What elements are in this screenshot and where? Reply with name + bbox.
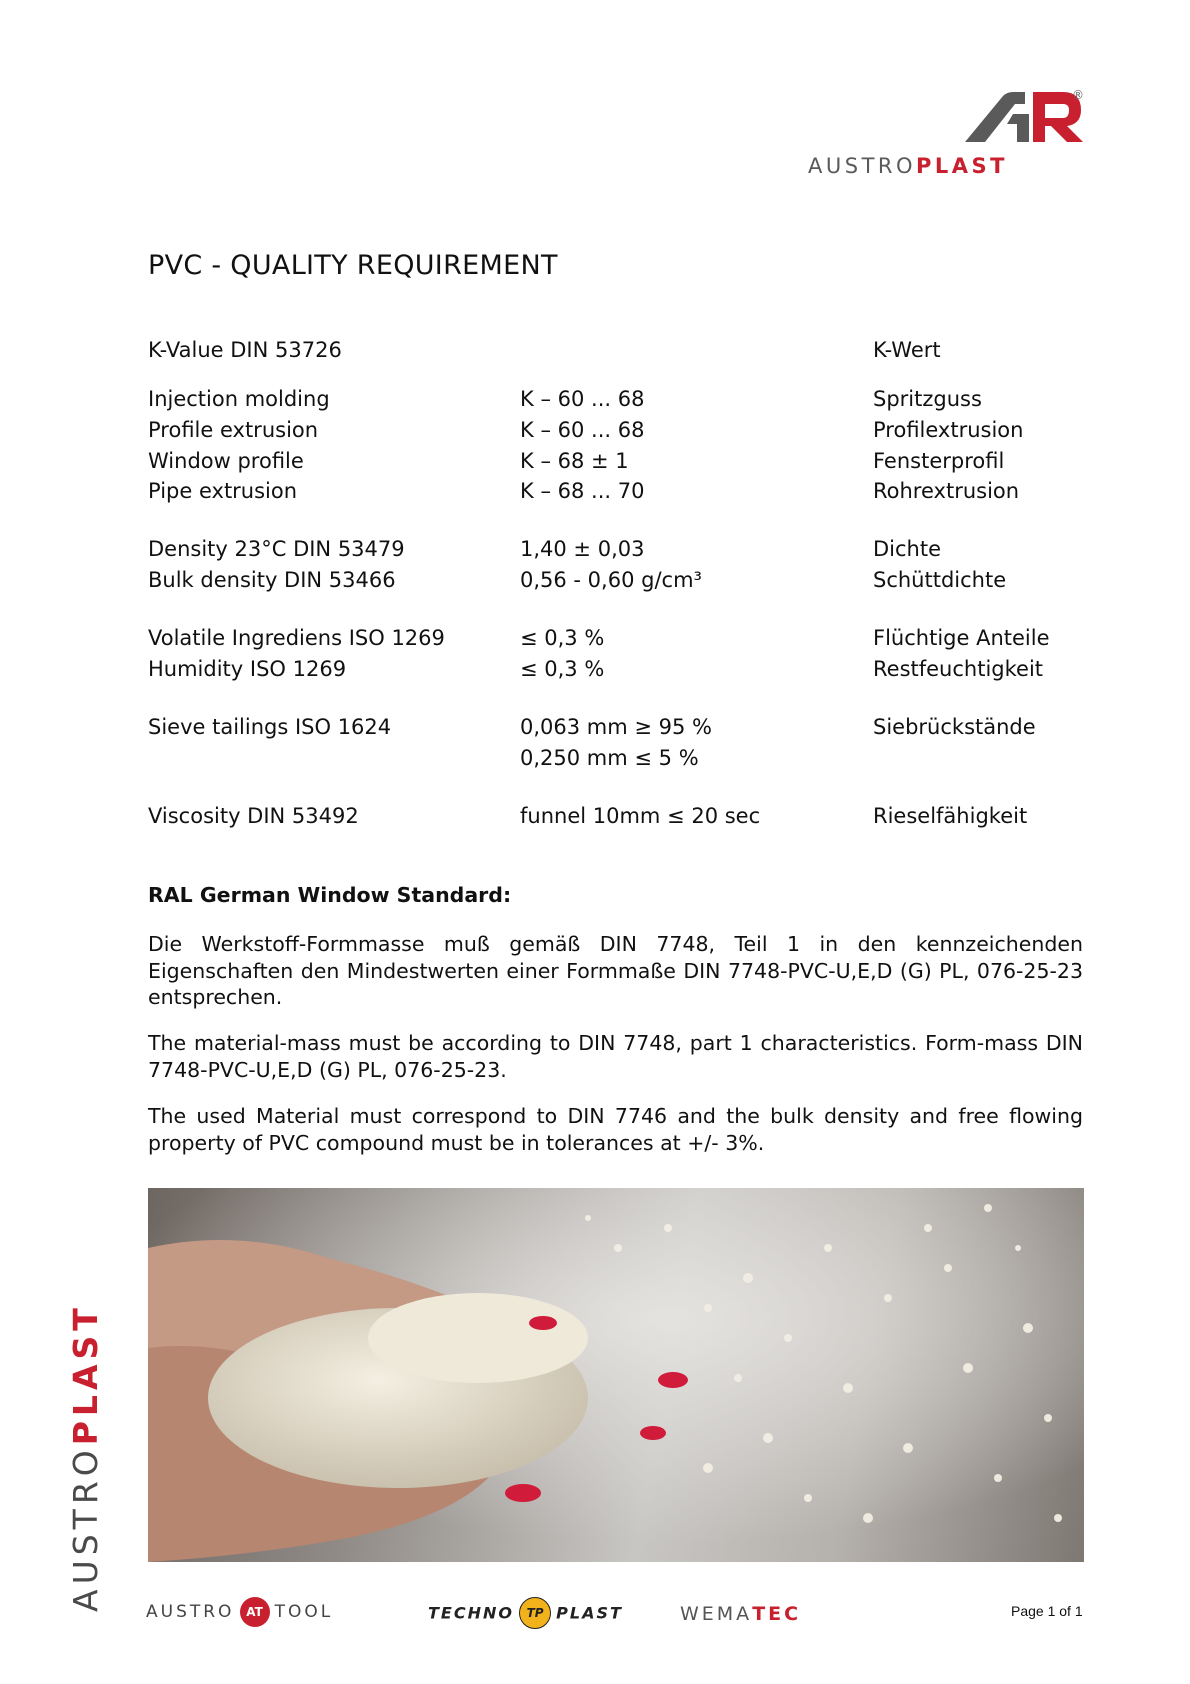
spec-value: 0,56 - 0,60 g/cm³ xyxy=(520,568,702,592)
spec-en: Bulk density DIN 53466 xyxy=(148,568,396,592)
spec-value: K – 68 ... 70 xyxy=(520,479,645,503)
austrotool-right: TOOL xyxy=(274,1602,334,1622)
spec-de: Spritzguss xyxy=(873,387,982,411)
spec-de: Profilextrusion xyxy=(873,418,1024,442)
spec-en: Injection molding xyxy=(148,387,330,411)
spec-value: 1,40 ± 0,03 xyxy=(520,537,645,561)
spec-value: ≤ 0,3 % xyxy=(520,657,605,681)
logo-part-plast: PLAST xyxy=(916,154,1008,178)
wematec-logo xyxy=(680,1597,801,1631)
technoplast-right: PLAST xyxy=(556,1603,623,1623)
spec-de: Schüttdichte xyxy=(873,568,1007,592)
austrotool-badge-icon: AT xyxy=(240,1597,270,1627)
spec-en: Window profile xyxy=(148,449,304,473)
spec-de: Siebrückstände xyxy=(873,715,1036,739)
spec-value: K – 60 ... 68 xyxy=(520,387,645,411)
spec-value: ≤ 0,3 % xyxy=(520,626,605,650)
spec-en: Pipe extrusion xyxy=(148,479,298,503)
ral-paragraph-de: Die Werkstoff-Formmasse muß gemäß DIN 7748, Teil 1 in den kennzeichenden Eigenschaften den Mindestwerten einer Formmaße DIN 7748-PVC-U,E,D (G) PL, 076-25-23 entsprechen. xyxy=(148,932,1083,1009)
spec-de: Fensterprofil xyxy=(873,449,1005,473)
technoplast-badge-icon: TP xyxy=(519,1597,551,1629)
spec-value: funnel 10mm ≤ 20 sec xyxy=(520,804,761,828)
spec-en: Volatile Ingrediens ISO 1269 xyxy=(148,626,445,650)
spec-value: K – 60 ... 68 xyxy=(520,418,645,442)
spec-en: Density 23°C DIN 53479 xyxy=(148,537,405,561)
spec-value: 0,063 mm ≥ 95 % xyxy=(520,715,713,739)
side-logo-plast: PLAST xyxy=(66,1303,105,1446)
spec-de: Restfeuchtigkeit xyxy=(873,657,1044,681)
kvalue-german: K-Wert xyxy=(873,338,941,362)
ral-heading: RAL German Window Standard: xyxy=(148,883,512,907)
spec-en: Humidity ISO 1269 xyxy=(148,657,347,681)
vertical-austroplast-logo xyxy=(66,1303,105,1612)
logo-wordmark xyxy=(808,154,1008,178)
page-title: PVC - QUALITY REQUIREMENT xyxy=(148,250,558,281)
spec-value: 0,250 mm ≤ 5 % xyxy=(520,746,699,770)
spec-de: Flüchtige Anteile xyxy=(873,626,1050,650)
austrotool-logo xyxy=(146,1597,333,1631)
spec-de: Dichte xyxy=(873,537,942,561)
logo-part-austro: AUSTRO xyxy=(808,154,917,178)
spec-de: Rohrextrusion xyxy=(873,479,1020,503)
wematec-right: TEC xyxy=(752,1603,802,1625)
kvalue-label: K-Value DIN 53726 xyxy=(148,338,342,362)
ral-paragraph-material: The used Material must correspond to DIN 7746 and the bulk density and free flowing property of PVC compound must be in tolerances at +/- 3%. xyxy=(148,1104,1083,1155)
spec-en: Viscosity DIN 53492 xyxy=(148,804,359,828)
hands-with-pellets-illustration xyxy=(148,1188,1084,1562)
technoplast-left: TECHNO xyxy=(428,1603,514,1623)
side-logo-austro: AUSTRO xyxy=(66,1445,105,1612)
ral-paragraph-en: The material-mass must be according to DIN 7748, part 1 characteristics. Form-mass DIN 7748-PVC-U,E,D (G) PL, 076-25-23. xyxy=(148,1031,1083,1082)
page-number: Page 1 of 1 xyxy=(1011,1603,1083,1619)
spec-en: Profile extrusion xyxy=(148,418,319,442)
technoplast-logo xyxy=(428,1597,623,1631)
austrotool-left: AUSTRO xyxy=(146,1602,235,1622)
spec-en: Sieve tailings ISO 1624 xyxy=(148,715,392,739)
spec-de: Rieselfähigkeit xyxy=(873,804,1028,828)
pvc-granulate-photo xyxy=(148,1188,1084,1562)
registered-mark: ® xyxy=(1072,88,1084,102)
austroplast-logo xyxy=(808,88,1084,184)
spec-value: K – 68 ± 1 xyxy=(520,449,629,473)
wematec-left: WEMA xyxy=(680,1603,753,1625)
